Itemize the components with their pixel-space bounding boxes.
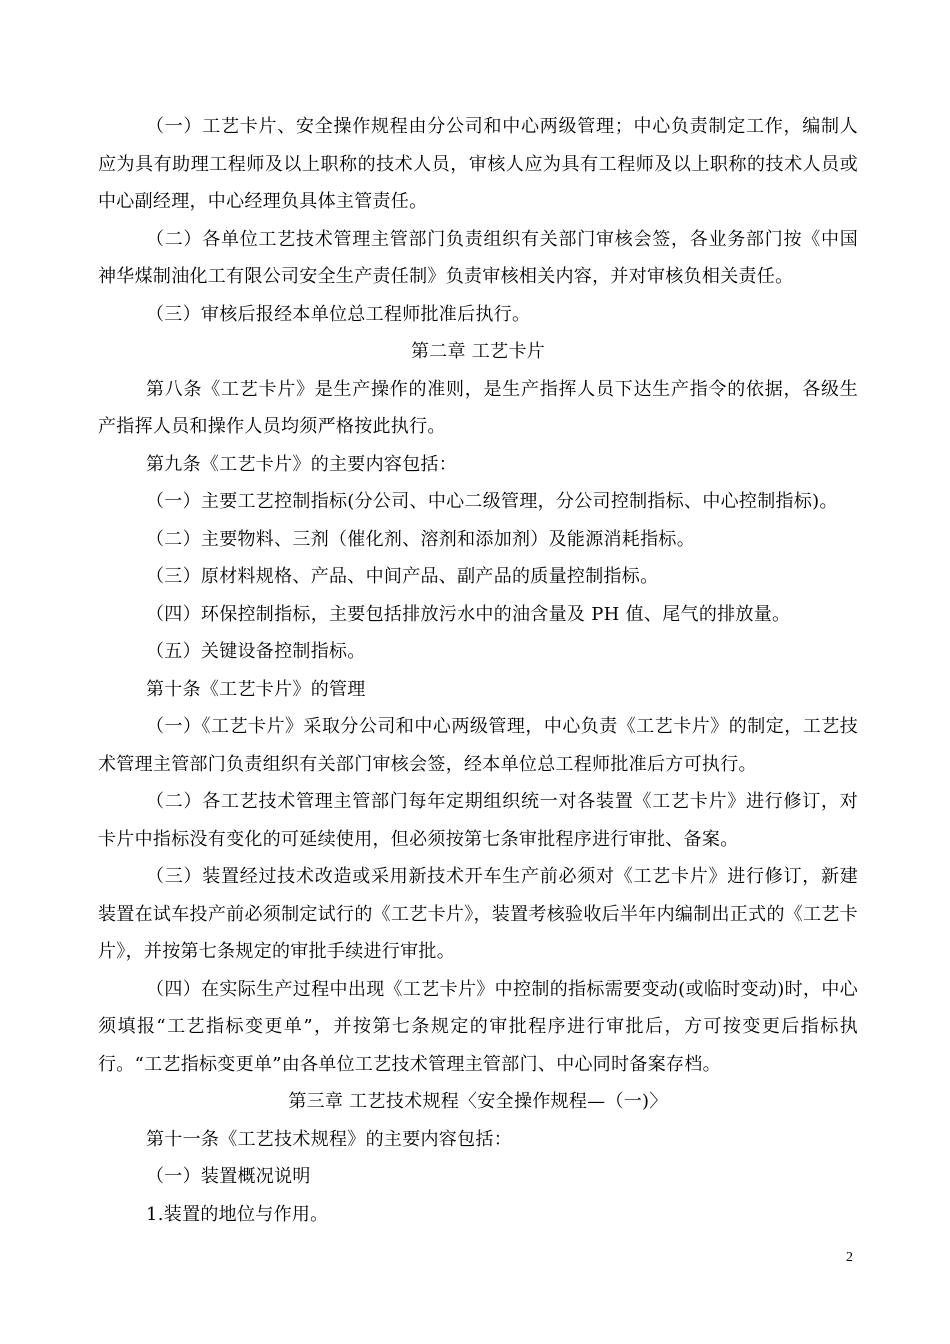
chapter-3-heading: 第三章 工艺技术规程〈安全操作规程—（一)〉 [288,1091,668,1112]
paragraph-item-1: （一）工艺卡片、安全操作规程由分公司和中心两级管理；中心负责制定工作，编制人应为具有助理工程师及以上职称的技术人员，审核人应为具有工程师及以上职称的技术人员或中心副经理，中心经理负具体主管责任。 [98,116,858,212]
article-10-paragraph: 第十条《工艺卡片》的管理 [146,678,366,700]
article-11-item-1: （一）装置概况说明 [146,1166,311,1187]
article-8-paragraph: 第八条《工艺卡片》是生产操作的准则，是生产指挥人员下达生产指令的依据，各级生产指挥人员和操作人员均须严格按此执行。 [98,378,858,437]
article-11-paragraph: 第十一条《工艺技术规程》的主要内容包括： [146,1128,512,1150]
article-9-item-2: （二）主要物料、三剂（催化剂、溶剂和添加剂）及能源消耗指标。 [146,528,695,550]
paragraph-item-3: （三）审核后报经本单位总工程师批准后执行。 [146,303,531,325]
document-body [98,108,858,1233]
article-10-item-3: （三）装置经过技术改造或采用新技术开车生产前必须对《工艺卡片》进行修订，新建装置在试车投产前必须制定试行的《工艺卡片》，装置考核验收后半年内编制出正式的《工艺卡片》，并按第七条规定的审批手续进行审批。 [98,866,858,962]
article-10-item-4: （四）在实际生产过程中出现《工艺卡片》中控制的指标需要变动(或临时变动)时，中心须填报“工艺指标变更单”，并按第七条规定的审批程序进行审批后，方可按变更后指标执行。“工艺指标变更单”由各单位工艺技术管理主管部门、中心同时备案存档。 [98,978,858,1075]
article-11-subitem-1: 1.装置的地位与作用。 [146,1203,329,1225]
article-9-item-1: （一）主要工艺控制指标(分公司、中心二级管理，分公司控制指标、中心控制指标)。 [146,491,838,512]
article-9-item-3: （三）原材料规格、产品、中间产品、副产品的质量控制指标。 [146,566,659,587]
chapter-2-heading: 第二章 工艺卡片 [410,341,546,362]
article-9-item-4: （四）环保控制指标，主要包括排放污水中的油含量及 PH 值、尾气的排放量。 [146,603,791,625]
article-10-item-1: （一）《工艺卡片》采取分公司和中心两级管理，中心负责《工艺卡片》的制定，工艺技术管理主管部门负责组织有关部门审核会签，经本单位总工程师批准后方可执行。 [98,716,858,775]
article-10-item-2: （二）各工艺技术管理主管部门每年定期组织统一对各装置《工艺卡片》进行修订，对卡片中指标没有变化的可延续使用，但必须按第七条审批程序进行审批、备案。 [98,791,858,850]
article-9-item-5: （五）关键设备控制指标。 [146,641,366,662]
page-number: 2 [846,1250,853,1265]
paragraph-item-2: （二）各单位工艺技术管理主管部门负责组织有关部门审核会签，各业务部门按《中国神华煤制油化工有限公司安全生产责任制》负责审核相关内容，并对审核负相关责任。 [98,228,858,287]
article-9-paragraph: 第九条《工艺卡片》的主要内容包括： [146,453,458,475]
